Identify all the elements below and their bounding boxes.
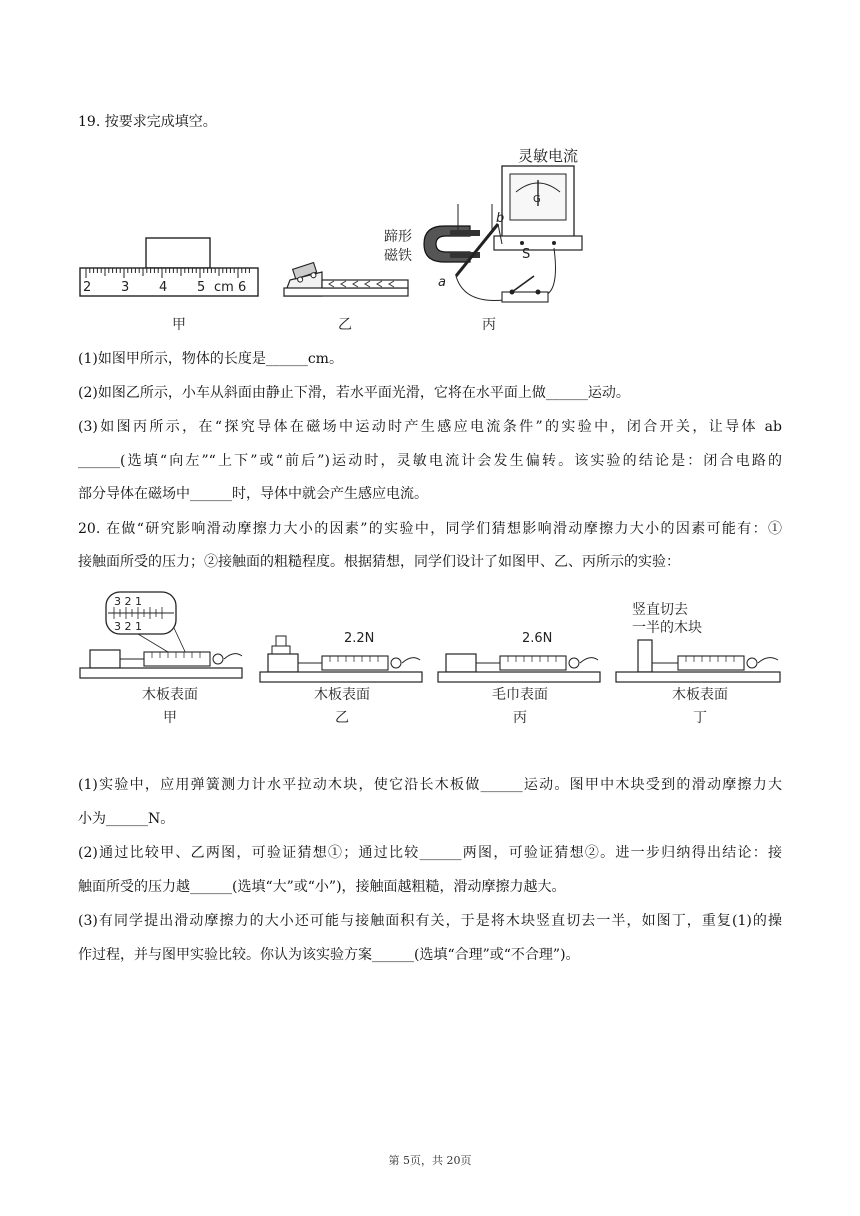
q20-surface-jia: 木板表面 bbox=[142, 687, 198, 703]
magnet-label-1: 蹄形 bbox=[384, 229, 412, 245]
q20-caption-bing: 丙 bbox=[513, 710, 527, 726]
q20-caption-jia: 甲 bbox=[163, 710, 177, 726]
q19-part-3-line-3: 部分导体在磁场中______时，导体中就会产生感应电流。 bbox=[78, 486, 428, 502]
q19-part-3-line-1: (3)如图丙所示，在“探究导体在磁场中运动时产生感应电流条件”的实验中，闭合开关，让导体 ab bbox=[78, 419, 782, 435]
q20-part-2-line-1: (2)通过比较甲、乙两图，可验证猜想①；通过比较______两图，可验证猜想②。进一步归纳得出结论：接 bbox=[78, 845, 782, 861]
q20-part-3-line-2: 作过程，并与图甲实验比较。你认为该实验方案______(选填“合理”或“不合理”)。 bbox=[78, 947, 580, 963]
q19-part-1: (1)如图甲所示，物体的长度是______cm。 bbox=[78, 351, 343, 367]
page-footer: 第 5页，共 20页 bbox=[388, 1154, 472, 1167]
force-reading-yi: 2.2N bbox=[344, 631, 375, 646]
q20-caption-yi: 乙 bbox=[335, 710, 349, 726]
q20-stem-line-2: 接触面所受的压力；②接触面的粗糙程度。根据猜想，同学们设计了如图甲、乙、丙所示的实验： bbox=[78, 554, 680, 570]
galvanometer-dial-label: G bbox=[533, 194, 541, 205]
point-a-label: a bbox=[438, 275, 446, 290]
q19-figure-jia bbox=[78, 228, 262, 300]
q20-figure-ding bbox=[614, 598, 782, 684]
q19-stem: 19. 按要求完成填空。 bbox=[78, 114, 217, 130]
half-block-note-1: 竖直切去 bbox=[632, 602, 688, 618]
switch-label: S bbox=[522, 247, 531, 262]
q20-part-1-line-2: 小为______N。 bbox=[78, 811, 175, 827]
zoom-scale-digits-bottom: 3 2 1 bbox=[114, 620, 142, 633]
q20-surface-yi: 木板表面 bbox=[314, 687, 370, 703]
galvanometer-label: 灵敏电流 bbox=[518, 147, 579, 165]
force-reading-bing: 2.6N bbox=[522, 631, 553, 646]
zoom-scale-digits-top: 3 2 1 bbox=[114, 595, 142, 608]
q19-caption-bing: 丙 bbox=[482, 317, 496, 333]
ruler-tick-label: 3 bbox=[121, 280, 130, 295]
point-b-label: b bbox=[496, 211, 505, 226]
q20-caption-ding: 丁 bbox=[693, 710, 707, 726]
q20-part-2-line-2: 触面所受的压力越______(选填“大”或“小”)，接触面越粗糙，滑动摩擦力越大。 bbox=[78, 879, 566, 895]
q19-caption-jia: 甲 bbox=[172, 317, 186, 333]
q20-surface-bing: 毛巾表面 bbox=[492, 687, 548, 703]
q20-figure-yi bbox=[258, 620, 424, 684]
ruler-tick-label: 5 bbox=[197, 280, 206, 295]
q19-figure-bing bbox=[384, 144, 590, 316]
q20-surface-ding: 木板表面 bbox=[672, 687, 728, 703]
ruler-tick-label: 4 bbox=[159, 280, 168, 295]
q20-stem-line-1: 20. 在做“研究影响滑动摩擦力大小的因素”的实验中，同学们猜想影响滑动摩擦力大小的因素可能有：① bbox=[78, 521, 782, 537]
q19-part-2: (2)如图乙所示，小车从斜面由静止下滑，若水平面光滑，它将在水平面上做______运动。 bbox=[78, 385, 630, 401]
q20-figure-jia bbox=[78, 588, 244, 684]
ruler-tick-label: 2 bbox=[83, 280, 92, 295]
q20-figure-bing bbox=[436, 620, 602, 684]
ruler-tick-label: cm 6 bbox=[214, 280, 247, 295]
q20-part-3-line-1: (3)有同学提出滑动摩擦力的大小还可能与接触面积有关，于是将木块竖直切去一半，如图丁，重复(1)的操 bbox=[78, 913, 782, 929]
magnet-label-2: 磁铁 bbox=[384, 248, 412, 264]
q19-caption-yi: 乙 bbox=[338, 317, 352, 333]
half-block-note-2: 一半的木块 bbox=[632, 620, 702, 636]
q19-part-3-line-2: ______(选填“向左”“上下”或“前后”)运动时，灵敏电流计会发生偏转。该实验的结论是：闭合电路的 bbox=[78, 453, 782, 469]
q20-part-1-line-1: (1)实验中，应用弹簧测力计水平拉动木块，使它沿长木板做______运动。图甲中木块受到的滑动摩擦力大 bbox=[78, 777, 782, 793]
